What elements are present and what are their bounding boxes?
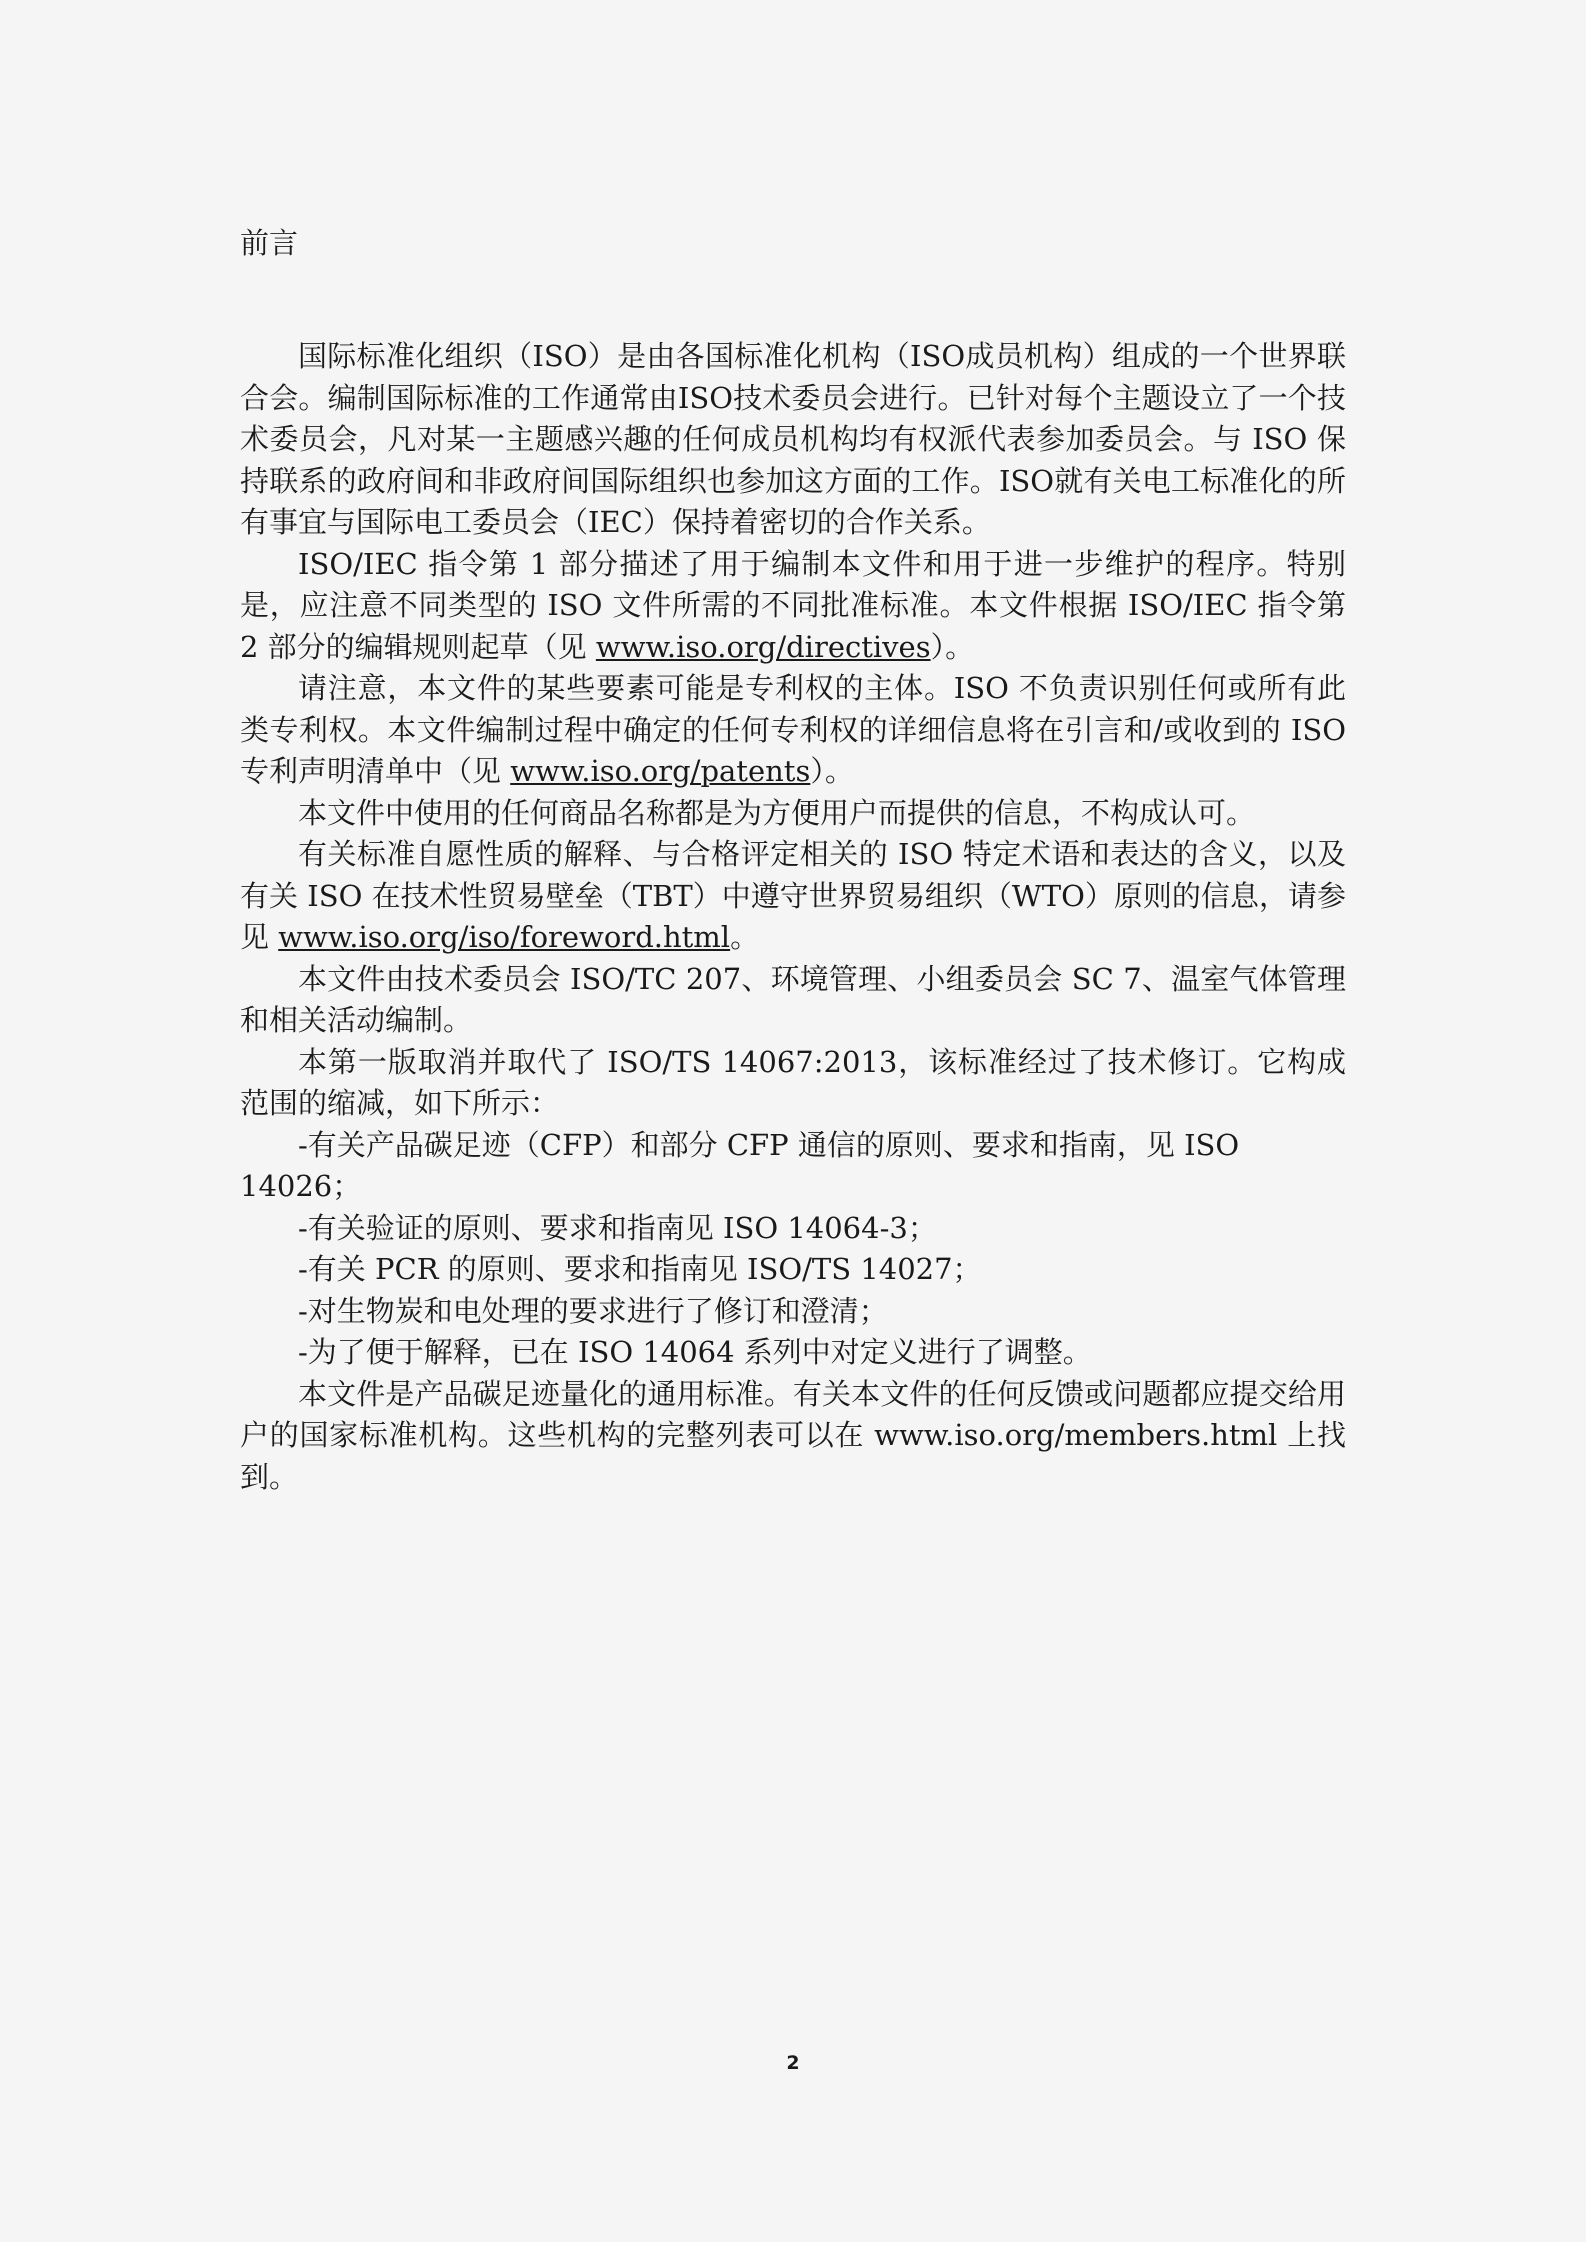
- list-item: -为了便于解释，已在 ISO 14064 系列中对定义进行了调整。: [298, 1335, 1092, 1369]
- paragraph-directives: [240, 544, 1346, 669]
- foreword-link[interactable]: www.iso.org/iso/foreword.html: [278, 920, 731, 954]
- page-number: 2: [786, 2052, 800, 2074]
- paragraph-committee: 本文件由技术委员会 ISO/TC 207、环境管理、小组委员会 SC 7、温室气体管理和相关活动编制。: [240, 961, 1346, 1037]
- paragraph-iso-intro: 国际标准化组织（ISO）是由各国标准化机构（ISO成员机构）组成的一个世界联合会。编制国际标准的工作通常由ISO技术委员会进行。已针对每个主题设立了一个技术委员会，凡对某一主题感兴趣的任何成员机构均有权派代表参加委员会。与 ISO 保持联系的政府间和非政府间国际组织也参加这方面的工作。ISO就有关电工标准化的所有事宜与国际电工委员会（IEC）保持着密切的合作关系。: [240, 339, 1346, 539]
- foreword-body: [240, 336, 1346, 1498]
- paragraph-edition: 本第一版取消并取代了 ISO/TS 14067:2013，该标准经过了技术修订。它构成范围的缩减，如下所示：: [240, 1044, 1346, 1120]
- paragraph-trade-names: 本文件中使用的任何商品名称都是为方便用户而提供的信息，不构成认可。: [298, 795, 1256, 830]
- paragraph-text: 请注意，本文件的某些要素可能是专利权的主体。ISO 不负责识别任何或所有此类专利权。本文件编制过程中确定的任何专利权的详细信息将在引言和/或收到的 ISO 专利声明清单中（见: [240, 671, 1346, 788]
- paragraph-text: 有关标准自愿性质的解释、与合格评定相关的 ISO 特定术语和表达的含义，以及有关 ISO 在技术性贸易壁垒（TBT）中遵守世界贸易组织（WTO）原则的信息，请参见: [240, 837, 1346, 954]
- list-item: -有关验证的原则、要求和指南见 ISO 14064-3；: [298, 1210, 937, 1245]
- paragraph-feedback: 本文件是产品碳足迹量化的通用标准。有关本文件的任何反馈或问题都应提交给用户的国家标准机构。这些机构的完整列表可以在 www.iso.org/members.html 上找到。: [240, 1376, 1346, 1494]
- paragraph-text: 。: [730, 920, 760, 954]
- paragraph-text: ）。: [930, 629, 975, 664]
- paragraph-text: ISO/IEC 指令第 1 部分描述了用于编制本文件和用于进一步维护的程序。特别是，应注意不同类型的 ISO 文件所需的不同批准标准。本文件根据 ISO/IEC 指令第 2 部分的编辑规则起草（见: [240, 546, 1346, 664]
- directives-link[interactable]: www.iso.org/directives: [595, 629, 931, 664]
- page-title: 前言: [240, 226, 299, 260]
- list-item: -有关产品碳足迹（CFP）和部分 CFP 通信的原则、要求和指南，见 ISO 14026；: [240, 1127, 1240, 1203]
- paragraph-text: ）。: [810, 754, 854, 788]
- paragraph-patents: [240, 668, 1346, 793]
- patents-link[interactable]: www.iso.org/patents: [510, 754, 811, 788]
- list-item: -对生物炭和电处理的要求进行了修订和澄清；: [298, 1293, 888, 1328]
- paragraph-voluntary-nature: [240, 834, 1346, 959]
- list-item: -有关 PCR 的原则、要求和指南见 ISO/TS 14027；: [298, 1252, 982, 1286]
